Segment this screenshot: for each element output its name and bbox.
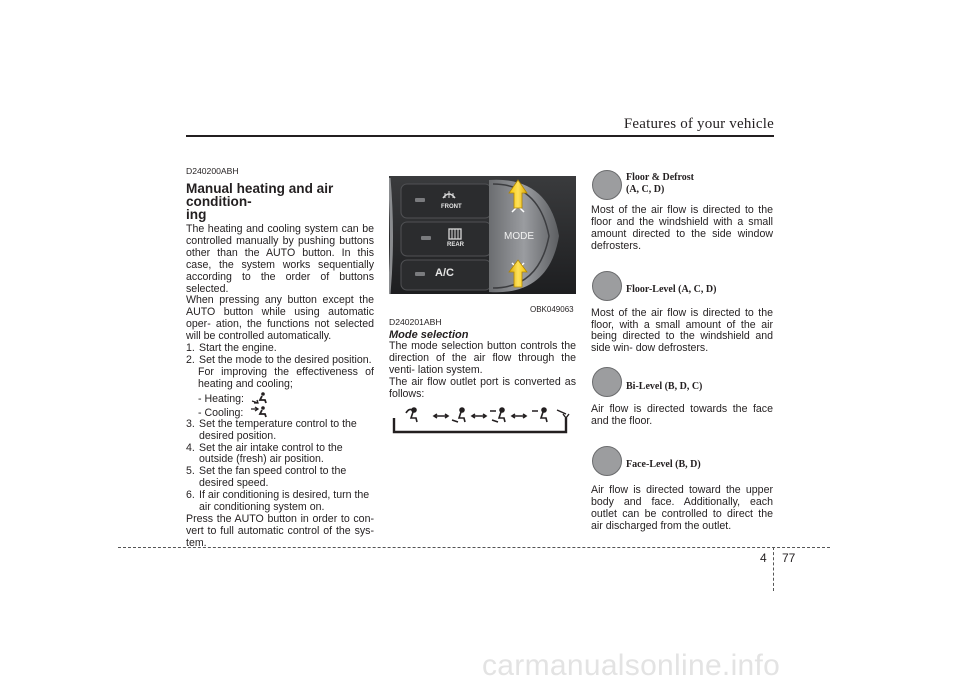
step-2-sub: For improving the effectiveness of heating and cooling; [198, 365, 374, 390]
step-text: Set the fan speed control to the desired speed. [199, 465, 347, 490]
mode-description: Most of the air flow is directed to the floor and the windshield with a small amount directed to the side window defrosters. [591, 204, 773, 252]
watermark: carmanualsonline.info [482, 649, 781, 682]
step-6 [186, 490, 374, 514]
header-rule [186, 135, 774, 137]
bi-level-icon [592, 367, 622, 397]
mode-description: Most of the air flow is directed to the floor, with a small amount of the air being directed to the windshield and side win- dow defrosters. [591, 306, 773, 355]
mode-item-bi-level [591, 367, 773, 397]
mode-selection-heading: Mode selection [389, 329, 469, 341]
cooling-line [186, 405, 374, 419]
mode-title: Floor-Level (A, C, D) [626, 283, 717, 295]
section-code: D240201ABH [389, 317, 442, 327]
step-number: 5. [186, 465, 195, 478]
cooling-label: - Cooling: [198, 406, 244, 419]
heating-line [186, 391, 374, 405]
step-3 [186, 419, 374, 443]
face-level-icon [592, 446, 622, 476]
mode-item-face-level [591, 446, 773, 476]
section-heading [186, 182, 374, 221]
mode-description: Air flow is directed toward the upper body and face. Additionally, each outlet can be controlled to direct the air discharged from the outlet. [591, 484, 773, 532]
heating-label: - Heating: [198, 392, 244, 405]
step-text: Set the temperature control to the desired position. [199, 417, 357, 442]
mode-button-label: MODE [504, 231, 534, 242]
heading-line-2: ing [186, 207, 207, 222]
step-2 [186, 355, 374, 367]
chapter-number: 4 [760, 551, 767, 565]
mode-paragraph: The mode selection button controls the direction of the air flow through the venti- lation system. [389, 340, 576, 376]
control-panel-photo [389, 166, 576, 298]
step-text: If air conditioning is desired, turn the air conditioning system on. [199, 489, 370, 514]
outlet-paragraph: The air flow outlet port is converted as follows: [389, 375, 576, 400]
floor-defrost-icon [592, 170, 622, 200]
intro-paragraph: The heating and cooling system can be controlled manually by pushing buttons other than the AUTO button. In this case, the system works sequentially according to the order of buttons selected. [186, 223, 374, 295]
mode-description: Air flow is directed towards the face and the floor. [591, 403, 773, 428]
floor-level-icon [592, 271, 622, 301]
step-number: 4. [186, 441, 195, 454]
control-panel-figure [389, 166, 576, 298]
rear-defrost-label: REAR [447, 242, 465, 248]
step-4 [186, 443, 374, 467]
heading-line-1: Manual heating and air condition- [186, 181, 334, 209]
step-5 [186, 466, 374, 490]
left-column [186, 166, 374, 550]
section-header-title: Features of your vehicle [623, 116, 774, 132]
ac-button-label: A/C [435, 267, 454, 279]
mode-title: Face-Level (B, D) [626, 459, 701, 471]
auto-convert-paragraph: Press the AUTO button in order to con- vert to full automatic control of the sys- tem. [186, 512, 374, 549]
face-mode-icon [250, 405, 268, 418]
step-text: Set the air intake control to the outside (fresh) air position. [199, 441, 343, 466]
figure-code: OBK049063 [530, 305, 574, 314]
step-text: Set the mode to the desired position. [199, 353, 372, 366]
mode-item-floor-level [591, 271, 773, 301]
floor-mode-icon [251, 391, 269, 404]
step-text: Start the engine. [199, 342, 277, 355]
mode-title [626, 172, 694, 196]
middle-column [389, 317, 576, 401]
step-number: 2. [186, 353, 195, 366]
mode-sequence-diagram [392, 406, 572, 436]
step-number: 1. [186, 342, 195, 355]
front-defrost-label: FRONT [441, 204, 462, 210]
auto-paragraph: When pressing any button except the AUTO button while using automatic oper- ation, the functions not selected will be controlled automatically. [186, 294, 374, 343]
footer-rule [118, 547, 830, 548]
mode-title-line-2: (A, C, D) [626, 184, 665, 195]
mode-title: Bi-Level (B, D, C) [626, 381, 703, 393]
page-number: 77 [782, 551, 796, 565]
step-number: 6. [186, 489, 195, 502]
section-code: D240200ABH [186, 166, 239, 176]
step-number: 3. [186, 417, 195, 430]
footer-vertical-rule [773, 547, 774, 591]
mode-item-floor-defrost [591, 168, 773, 200]
mode-title-line-1: Floor & Defrost [626, 172, 694, 183]
right-column [591, 168, 773, 533]
